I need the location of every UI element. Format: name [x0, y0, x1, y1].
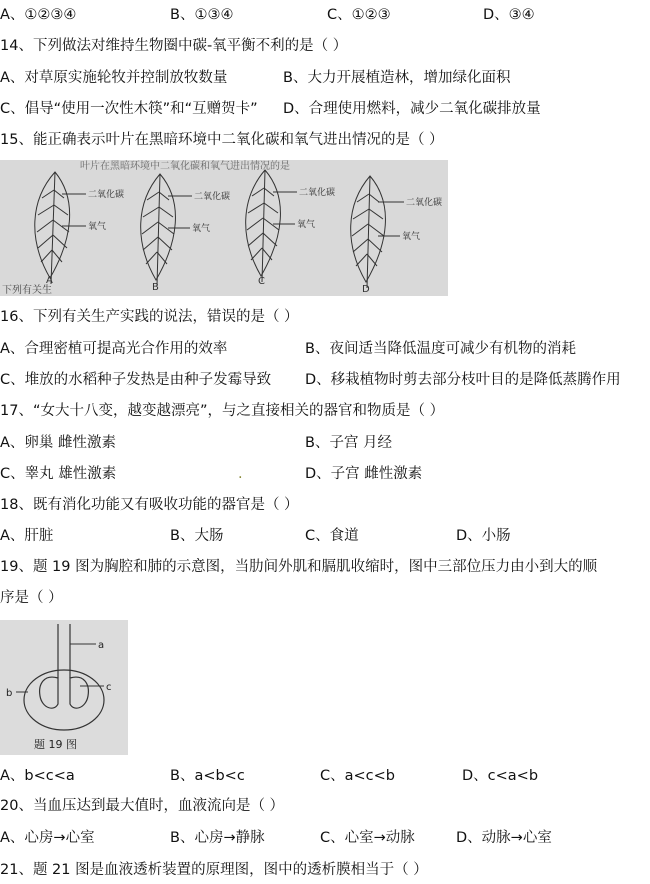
q19-stem-line2: 序是（ ） [0, 590, 63, 606]
q18-option-d: D、小肠 [456, 528, 511, 544]
leaf-b-arrows [168, 196, 192, 228]
q13-option-b: B、①③④ [170, 7, 234, 23]
q18-option-b: B、大肠 [170, 528, 224, 544]
leaf-b [141, 174, 176, 286]
leaf-a-o2-label: 氧气 [88, 222, 107, 232]
thorax-outline [24, 670, 104, 730]
q20-option-d: D、动脉→心室 [456, 830, 552, 846]
leaf-a-letter: A [46, 275, 53, 286]
q17-option-c: C、睾丸 雄性激素 [0, 466, 117, 482]
q15-leaf-figure [0, 160, 448, 296]
q20-option-b: B、心房→静脉 [170, 830, 265, 846]
leaf-a [35, 172, 70, 284]
leaf-c [246, 170, 281, 282]
q14-option-c: C、倡导“使用一次性木筷”和“互赠贺卡” [0, 101, 258, 117]
q18-option-a: A、肝脏 [0, 528, 54, 544]
q21-stem: 21、题 21 图是血液透析装置的原理图，图中的透析膜相当于（ ） [0, 862, 428, 878]
leaf-d-o2-label: 氧气 [402, 232, 421, 242]
stray-dot: . [238, 466, 243, 482]
leaf-b-letter: B [152, 282, 159, 293]
label-c: c [106, 682, 112, 693]
q17-option-b: B、子宫 月经 [305, 435, 393, 451]
q16-stem: 16、下列有关生产实践的说法，错误的是（ ） [0, 309, 299, 325]
leaf-c-arrows [273, 192, 297, 224]
q19-option-a: A、b<c<a [0, 768, 75, 784]
q17-stem: 17、“女大十八变，越变越漂亮”，与之直接相关的器官和物质是（ ） [0, 403, 445, 419]
q14-stem: 14、下列做法对维持生物圈中碳-氧平衡不利的是（ ） [0, 38, 348, 54]
q20-option-c: C、心室→动脉 [320, 830, 415, 846]
leaf-d [351, 176, 386, 288]
leaf-b-co2-label: 二氧化碳 [194, 192, 231, 202]
q13-option-d: D、③④ [483, 7, 535, 23]
q20-option-a: A、心房→心室 [0, 830, 95, 846]
q19-option-b: B、a<b<c [170, 768, 245, 784]
q13-option-c: C、①②③ [327, 7, 391, 23]
leaf-d-arrows [378, 202, 404, 236]
q16-option-a: A、合理密植可提高光合作用的效率 [0, 341, 228, 357]
q19-stem-line1: 19、题 19 图为胸腔和肺的示意图，当肋间外肌和膈肌收缩时，图中三部位压力由小到大的顺 [0, 559, 598, 575]
figure-caption: 叶片在黑暗环境中二氧化碳和氧气进出情况的是 [80, 161, 290, 172]
leaf-a-co2-label: 二氧化碳 [88, 190, 125, 200]
q18-stem: 18、既有消化功能又有吸收功能的器官是（ ） [0, 497, 299, 513]
label-a: a [98, 640, 105, 651]
leaf-d-co2-label: 二氧化碳 [406, 198, 443, 208]
q19-thorax-figure [0, 620, 128, 755]
lungs [40, 677, 89, 708]
leaf-c-co2-label: 二氧化碳 [299, 188, 336, 198]
q13-option-a: A、①②③④ [0, 7, 77, 23]
q17-option-d: D、子宫 雌性激素 [305, 466, 423, 482]
q19-option-d: D、c<a<b [462, 768, 539, 784]
leaf-a-arrows [62, 194, 86, 226]
q16-option-d: D、移栽植物时剪去部分枝叶目的是降低蒸腾作用 [305, 372, 621, 388]
q15-stem: 15、能正确表示叶片在黑暗环境中二氧化碳和氧气进出情况的是（ ） [0, 132, 444, 148]
q19-option-c: C、a<c<b [320, 768, 395, 784]
label-b: b [6, 688, 13, 699]
q14-option-d: D、合理使用燃料，减少二氧化碳排放量 [283, 101, 541, 117]
q16-option-b: B、夜间适当降低温度可减少有机物的消耗 [305, 341, 576, 357]
q14-option-a: A、对草原实施轮牧并控制放牧数量 [0, 70, 228, 86]
q18-option-c: C、食道 [305, 528, 359, 544]
figure-footer-fragment: 下列有关生 [2, 285, 52, 296]
q17-option-a: A、卵巢 雌性激素 [0, 435, 117, 451]
leaf-d-letter: D [362, 284, 370, 295]
figure-19-caption: 题 19 图 [34, 738, 77, 751]
leaf-c-letter: C [258, 276, 265, 287]
leaf-c-o2-label: 氧气 [297, 220, 316, 230]
q14-option-b: B、大力开展植造林，增加绿化面积 [283, 70, 511, 86]
q20-stem: 20、当血压达到最大值时，血液流向是（ ） [0, 798, 285, 814]
leaf-b-o2-label: 氧气 [192, 224, 211, 234]
q16-option-c: C、堆放的水稻种子发热是由种子发霉导致 [0, 372, 272, 388]
